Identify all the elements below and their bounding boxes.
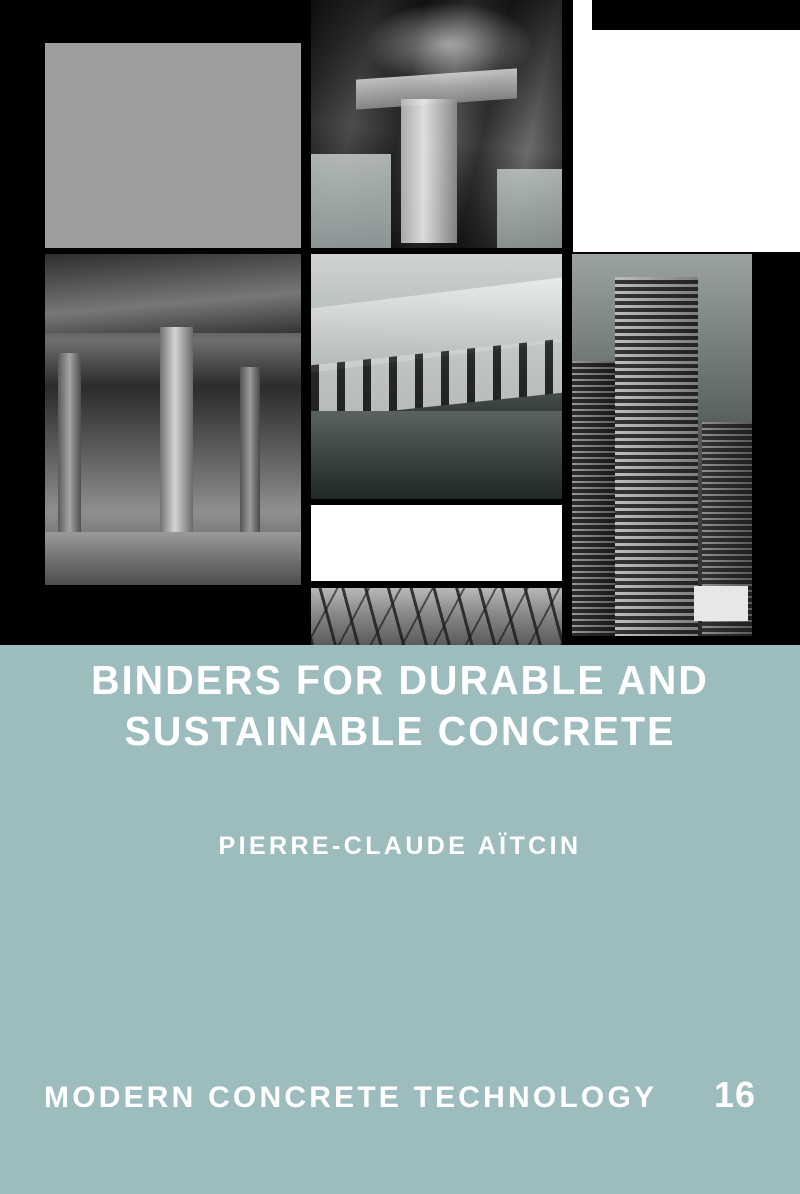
bridge-sky-right-shape — [497, 169, 562, 248]
collage-tile-grey-block — [45, 43, 301, 248]
collage-tile-white-notch — [573, 0, 592, 30]
rebar-bars-shape — [311, 588, 562, 645]
bridge-sky-left-shape — [311, 154, 391, 248]
collage-tile-white-middle — [311, 505, 562, 581]
book-title-line-1: BINDERS FOR DURABLE AND — [91, 657, 709, 703]
series-number: 16 — [713, 1074, 756, 1115]
collage-tile-colonnade-photo — [45, 254, 301, 585]
series-name: MODERN CONCRETE TECHNOLOGY — [44, 1081, 658, 1114]
collage-tile-high-rise-tower-photo — [572, 254, 752, 636]
tower-main-building-shape — [615, 277, 698, 636]
pier-water-shape — [311, 411, 562, 499]
collage-tile-white-top-right — [573, 30, 800, 252]
book-author: PIERRE-CLAUDE AÏTCIN — [218, 832, 582, 860]
colonnade-ceiling-shape — [45, 254, 301, 333]
book-title-line-2: SUSTAINABLE CONCRETE — [124, 708, 676, 754]
collage-tile-rebar-photo — [311, 588, 562, 645]
tower-white-podium-shape — [694, 586, 748, 620]
colonnade-floor-shape — [45, 532, 301, 585]
book-title — [0, 655, 800, 757]
collage-tile-bridge-underside-photo — [311, 0, 562, 248]
book-series-footer — [44, 1074, 756, 1116]
bridge-pier-shape — [401, 99, 456, 243]
collage-tile-pier-over-water-photo — [311, 254, 562, 499]
tower-secondary-building-shape — [572, 361, 615, 636]
